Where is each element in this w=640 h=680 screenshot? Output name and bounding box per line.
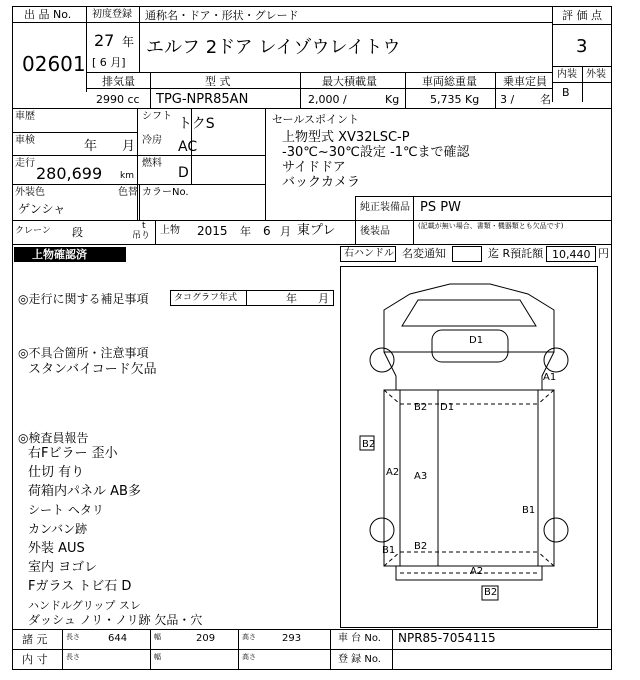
- upper-month-unit: 月: [280, 225, 291, 238]
- aftermarket-label: 後装品: [360, 226, 390, 237]
- shift-label: シフト: [142, 111, 172, 122]
- gross-weight-value: 5,735 Kg: [430, 93, 480, 106]
- damage-mark: A1: [543, 372, 557, 383]
- upper-year: 2015: [197, 224, 228, 238]
- crane-stage: 段: [72, 226, 83, 239]
- first-reg-label: 初度登録: [92, 9, 132, 20]
- height-label: 高さ: [242, 633, 256, 641]
- tacho-label: タコグラフ年式: [174, 293, 238, 303]
- car-name-label: 通称名・ドア・形状・グレード: [145, 9, 299, 22]
- displacement-label: 排気量: [102, 75, 135, 88]
- upper-check-text: 上物確認済: [32, 248, 87, 261]
- inspector-line: 室内 ヨゴレ: [28, 560, 98, 575]
- shift-value: トクS: [178, 116, 215, 132]
- damage-mark: B2: [414, 541, 428, 552]
- interior-label: 内装: [557, 69, 577, 80]
- aircon-label: 冷房: [142, 135, 162, 146]
- sales-point-line: バックカメラ: [282, 175, 361, 190]
- damage-mark: D1: [440, 402, 455, 413]
- inspection-label: 車検: [15, 135, 35, 146]
- damage-mark: B2: [484, 587, 498, 598]
- color-change-label: 色替: [118, 187, 138, 198]
- lot-label: 出 品 No.: [24, 8, 72, 21]
- inspector-line: 右Fビラー 歪小: [28, 446, 118, 461]
- mileage-label: 走行: [15, 158, 35, 169]
- inspector-line: 荷箱内パネル AB多: [28, 484, 141, 499]
- defect-label: ◎不具合箇所・注意事項: [18, 346, 149, 360]
- notice-box: [452, 246, 482, 262]
- inspector-line: ダッシュ ノリ・ノリ跡 欠品・穴: [28, 613, 203, 627]
- upper-maker: 東プレ: [297, 223, 336, 238]
- width-value: 209: [196, 633, 216, 644]
- inner-width-label: 幅: [154, 653, 161, 661]
- chassis-value: NPR85-7054115: [398, 631, 496, 645]
- damage-mark: B2: [362, 439, 376, 450]
- fuel-label: 燃料: [142, 158, 162, 169]
- max-load-unit: Kg: [385, 93, 400, 106]
- damage-mark: D1: [469, 335, 484, 346]
- inner-dims-label: 内 寸: [22, 653, 48, 666]
- tacho-month: 月: [318, 292, 329, 305]
- capacity-label: 乗車定員: [503, 75, 547, 88]
- max-load-value: 2,000 /: [308, 93, 347, 106]
- driving-notes-label: ◎走行に関する補足事項: [18, 292, 149, 306]
- first-reg-year: 27: [94, 31, 115, 50]
- inspection-month: 月: [122, 139, 136, 154]
- equipment-value: PS PW: [420, 200, 461, 215]
- aircon-value: AC: [178, 139, 198, 155]
- inner-length-label: 長さ: [66, 653, 80, 661]
- chassis-label: 車 台 No.: [338, 633, 381, 644]
- mileage-value: 280,699: [36, 164, 103, 183]
- sales-point-line: -30℃~30℃設定 -1℃まで確認: [282, 145, 470, 160]
- displacement-value: 2990 cc: [96, 93, 140, 106]
- sales-point-line: サイドドア: [282, 160, 346, 175]
- tax-amount: 10,440: [552, 248, 591, 261]
- reg-no-label: 登 録 No.: [338, 654, 381, 665]
- inspector-line: 仕切 有り: [28, 465, 85, 480]
- mileage-unit: km: [120, 171, 134, 181]
- upper-year-unit: 年: [240, 225, 251, 238]
- upper-month: 6: [263, 224, 271, 238]
- inspector-line: ハンドルグリップ スレ: [28, 599, 141, 612]
- equipment-label: 純正装備品: [360, 202, 410, 213]
- fuel-value: D: [178, 165, 189, 181]
- first-reg-month: [ 6 月]: [92, 56, 126, 69]
- color-label: 外装色: [15, 187, 45, 198]
- tax-label: 迄 R預託額: [488, 247, 544, 260]
- crane-t: t: [142, 221, 146, 231]
- height-value: 293: [282, 633, 302, 644]
- wheel-rear-right: [544, 518, 568, 542]
- model-label: 型 式: [205, 75, 231, 88]
- interior-grade: B: [562, 86, 570, 99]
- inspector-line: シート ヘタリ: [28, 503, 104, 517]
- inspector-label: ◎検査員報告: [18, 431, 89, 445]
- rating-label: 評 価 点: [562, 9, 602, 22]
- color-value: ゲンシャ: [18, 202, 66, 216]
- color-no-label: カラーNo.: [142, 187, 189, 198]
- first-reg-year-unit: 年: [122, 35, 135, 49]
- damage-mark: B1: [382, 545, 396, 556]
- wheel-rear-left: [370, 518, 394, 542]
- inspector-line: 外装 AUS: [28, 541, 85, 556]
- steering-value: 右ハンドル: [344, 248, 394, 259]
- sales-point-line: 上物型式 XV32LSC-P: [282, 130, 410, 145]
- damage-mark: A2: [470, 566, 484, 577]
- history-label: 車歴: [15, 111, 35, 122]
- inner-height-label: 高さ: [242, 653, 256, 661]
- capacity-value: 3 /: [500, 93, 515, 106]
- inspector-line: カンバン跡: [28, 522, 88, 536]
- inspector-line: Fガラス トビ石 D: [28, 579, 132, 594]
- car-name: エルフ 2ドア レイゾウレイトウ: [146, 37, 401, 58]
- cargo-body: [384, 390, 554, 566]
- aftermarket-note: (記載が無い場合、書類・機器類とも欠品です): [418, 222, 564, 230]
- dims-label: 諸 元: [22, 633, 48, 646]
- exterior-label: 外装: [586, 69, 606, 80]
- damage-mark: B1: [522, 505, 536, 516]
- length-value: 644: [108, 633, 128, 644]
- defect-line: スタンバイコード欠品: [28, 362, 157, 377]
- lot-number: 02601: [22, 52, 86, 76]
- wheel-front-left: [370, 348, 394, 372]
- gross-weight-label: 車両総重量: [422, 75, 477, 88]
- tax-unit: 円: [598, 247, 609, 260]
- model-value: TPG-NPR85AN: [156, 92, 249, 107]
- damage-mark: A2: [386, 467, 400, 478]
- damage-mark: B2: [414, 402, 428, 413]
- sales-points-label: セールスポイント: [272, 113, 360, 126]
- capacity-unit: 名: [540, 93, 551, 106]
- damage-mark: A3: [414, 471, 428, 482]
- max-load-label: 最大積載量: [322, 75, 377, 88]
- width-label: 幅: [154, 633, 161, 641]
- multi-notice-label: 名変通知: [402, 247, 446, 260]
- cab-roof: [402, 300, 536, 326]
- tacho-year: 年: [286, 292, 297, 305]
- rating-value: 3: [576, 36, 588, 57]
- length-label: 長さ: [66, 633, 80, 641]
- truck-diagram: [340, 266, 598, 628]
- crane-label: クレーン: [15, 226, 51, 236]
- inspection-year: 年: [84, 139, 98, 154]
- upper-label: 上物: [160, 225, 180, 236]
- crane-hang: 吊り: [132, 231, 151, 241]
- wheel-front-right: [544, 348, 568, 372]
